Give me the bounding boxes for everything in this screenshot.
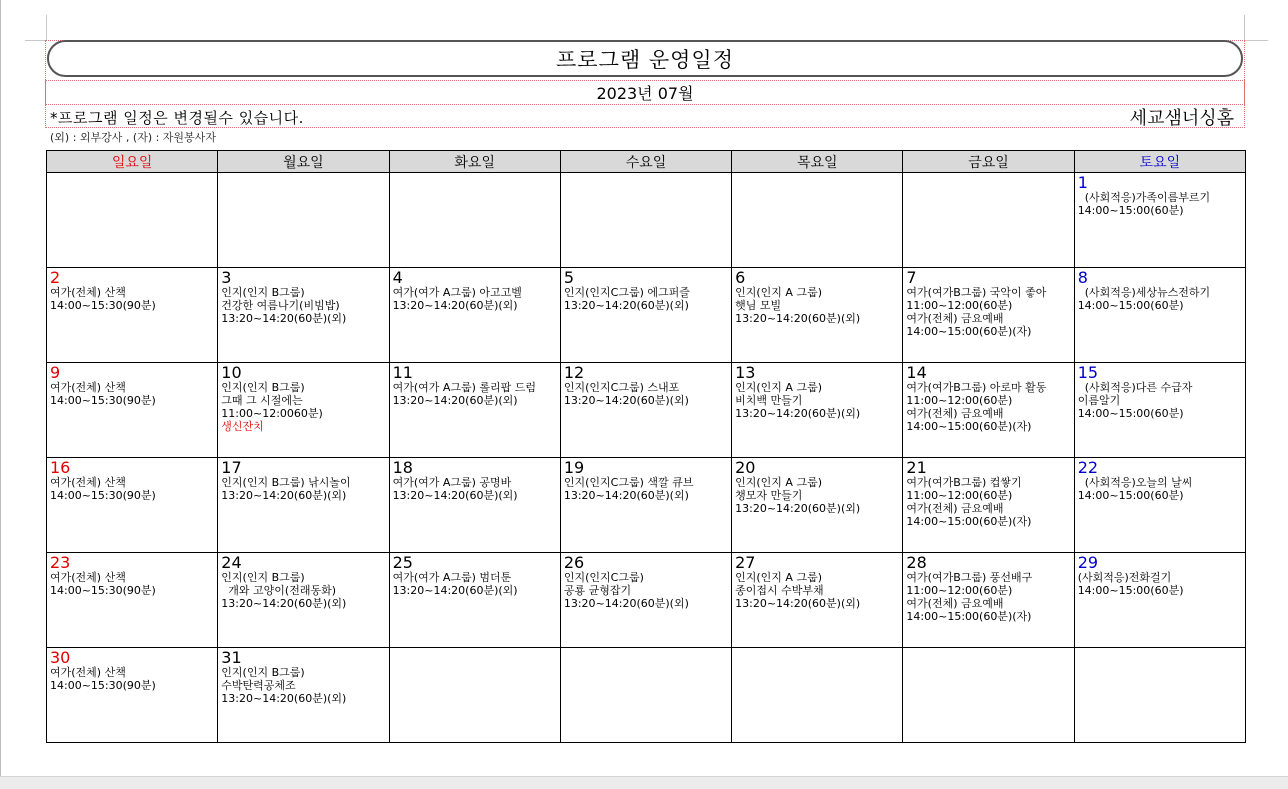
event-line: (사회적응)전화걸기 [1077, 571, 1172, 584]
day-cell [389, 553, 560, 648]
margin-guide [1244, 15, 1245, 40]
event-line: 여가(여가B그룹) 풍선배구 [906, 571, 1033, 584]
event-line: 건강한 여름나기(비빔밥) [221, 299, 340, 312]
event-line: 여가(여가B그룹) 국악이 좋아 [906, 286, 1047, 299]
margin-guide [25, 40, 47, 41]
day-cell [1074, 268, 1245, 363]
day-number: 24 [221, 553, 242, 572]
event-line: 인지(인지 B그룹) [221, 666, 305, 679]
event-line: 13:20~14:20(60분)(외) [392, 299, 518, 312]
event-line: 개와 고양이(전래동화) [228, 584, 336, 597]
day-cell [389, 648, 560, 743]
day-cell [1074, 458, 1245, 553]
day-cell [732, 553, 903, 648]
event-line: 13:20~14:20(60분)(외) [221, 597, 347, 610]
event-line: 인지(인지C그룹) 에그퍼즐 [563, 286, 690, 299]
day-number: 28 [906, 553, 927, 572]
event-line: 여가(전체) 금요예배 [906, 312, 1004, 325]
legend-text: (외) : 외부강사 , (자) : 자원봉사자 [50, 131, 216, 144]
day-cell [47, 268, 218, 363]
event-line: 13:20~14:20(60분)(외) [221, 692, 347, 705]
day-cell [218, 268, 389, 363]
day-cell [218, 363, 389, 458]
day-number: 30 [50, 648, 71, 667]
day-cell [47, 648, 218, 743]
event-line: 비치백 만들기 [735, 394, 803, 407]
day-cell [903, 553, 1074, 648]
day-cell [218, 648, 389, 743]
weekday-header-thu: 목요일 [732, 151, 903, 173]
day-cell [903, 173, 1074, 268]
day-cell [903, 458, 1074, 553]
event-line: 햇님 모빌 [735, 299, 782, 312]
day-number: 22 [1077, 458, 1099, 477]
day-number: 26 [563, 553, 585, 572]
event-line: 13:20~14:20(60분)(외) [563, 597, 689, 610]
event-line: 여가(전체) 산책 [50, 381, 126, 394]
event-line: 13:20~14:20(60분)(외) [221, 489, 347, 502]
event-line: 14:00~15:00(60분) [1077, 299, 1184, 312]
event-line: 13:20~14:20(60분)(외) [735, 407, 861, 420]
day-cell [389, 458, 560, 553]
event-line: 13:20~14:20(60분)(외) [563, 394, 689, 407]
event-line: 인지(인지C그룹) 스내포 [563, 381, 680, 394]
day-cell [218, 173, 389, 268]
week-row [47, 648, 1246, 743]
notice-text: *프로그램 일정은 변경될수 있습니다. [50, 109, 304, 127]
event-line: 13:20~14:20(60분)(외) [563, 299, 689, 312]
event-line: 14:00~15:00(60분) [1077, 204, 1184, 217]
day-number: 7 [906, 268, 917, 287]
event-line: 여가(전체) 금요예배 [906, 597, 1004, 610]
event-line: 인지(인지 A 그룹) [735, 476, 822, 489]
event-line: 13:20~14:20(60분)(외) [392, 584, 518, 597]
event-line: 여가(전체) 금요예배 [906, 407, 1004, 420]
event-line: (사회적응)오늘의 날씨 [1084, 476, 1193, 489]
week-row [47, 363, 1246, 458]
event-line: 이름알기 [1077, 394, 1121, 407]
day-cell [389, 363, 560, 458]
day-number: 14 [906, 363, 927, 382]
event-line: 14:00~15:30(90분) [50, 584, 156, 597]
weekday-header-row [47, 151, 1246, 173]
event-line: 14:00~15:30(90분) [50, 679, 156, 692]
event-line: 여가(여가 A그룹) 범더툰 [392, 571, 512, 584]
day-number: 18 [392, 458, 413, 477]
event-line: 14:00~15:00(60분)(자) [906, 610, 1032, 623]
event-line: 11:00~12:00(60분) [906, 394, 1013, 407]
day-number: 4 [392, 268, 403, 287]
day-cell [1074, 173, 1245, 268]
event-line: 인지(인지C그룹) [563, 571, 644, 584]
day-number: 11 [392, 363, 413, 382]
event-line: 14:00~15:00(60분)(자) [906, 325, 1032, 338]
day-number: 13 [735, 363, 756, 382]
organization-name: 세교샘너싱홈 [1129, 108, 1234, 129]
event-line: 13:20~14:20(60분)(외) [735, 502, 861, 515]
day-cell [903, 268, 1074, 363]
event-line: 인지(인지 A 그룹) [735, 571, 822, 584]
event-line: 13:20~14:20(60분)(외) [392, 394, 518, 407]
day-number: 17 [221, 458, 242, 477]
event-line: 여가(여가 A그룹) 롤리팝 드럼 [392, 381, 537, 394]
event-line: (사회적응)세상뉴스전하기 [1084, 286, 1211, 299]
day-number: 5 [563, 268, 575, 287]
week-row [47, 553, 1246, 648]
event-line: 여가(여가B그룹) 아로마 활동 [906, 381, 1047, 394]
event-line: 13:20~14:20(60분)(외) [221, 312, 347, 325]
day-cell [560, 173, 731, 268]
event-line: 11:00~12:0060분) [221, 407, 323, 420]
weekday-header-sun: 일요일 [47, 151, 218, 173]
day-cell [1074, 363, 1245, 458]
day-number: 10 [221, 363, 242, 382]
event-line: 11:00~12:00(60분) [906, 299, 1013, 312]
day-cell [732, 268, 903, 363]
day-number: 25 [392, 553, 413, 572]
event-line: 11:00~12:00(60분) [906, 489, 1013, 502]
event-line: 인지(인지 B그룹) [221, 286, 305, 299]
day-number: 8 [1077, 268, 1088, 287]
event-line: (사회적응)가족이름부르기 [1084, 191, 1211, 204]
day-cell [389, 173, 560, 268]
event-line: 여가(전체) 산책 [50, 571, 126, 584]
day-cell [218, 553, 389, 648]
day-cell [47, 553, 218, 648]
day-cell [47, 363, 218, 458]
day-number: 21 [906, 458, 927, 477]
event-line: 인지(인지 B그룹) 낚시놀이 [221, 476, 351, 489]
day-cell [560, 553, 731, 648]
event-line: 종이접시 수박부채 [735, 584, 824, 597]
weekday-header-wed: 수요일 [560, 151, 731, 173]
page-left-edge [0, 0, 1, 788]
day-number: 1 [1077, 173, 1088, 192]
event-line: 11:00~12:00(60분) [906, 584, 1013, 597]
event-line: 여가(전체) 산책 [50, 286, 126, 299]
day-number: 16 [50, 458, 71, 477]
day-cell [1074, 553, 1245, 648]
day-cell [47, 458, 218, 553]
event-line: 생신잔치 [221, 420, 264, 433]
event-line: 여가(전체) 산책 [50, 666, 126, 679]
weekday-header-fri: 금요일 [903, 151, 1074, 173]
day-number: 29 [1077, 553, 1099, 572]
day-number: 15 [1077, 363, 1099, 382]
week-row [47, 268, 1246, 363]
event-line: (사회적응)다른 수급자 [1084, 381, 1193, 394]
day-cell [732, 173, 903, 268]
margin-guide [1244, 40, 1268, 41]
day-number: 31 [221, 648, 242, 667]
day-cell [903, 363, 1074, 458]
day-cell [732, 648, 903, 743]
event-line: 13:20~14:20(60분)(외) [735, 597, 861, 610]
day-number: 2 [50, 268, 61, 287]
day-cell [560, 268, 731, 363]
event-line: 인지(인지 B그룹) [221, 571, 305, 584]
margin-guide [46, 15, 47, 40]
day-number: 20 [735, 458, 756, 477]
event-line: 인지(인지C그룹) 색깔 큐브 [563, 476, 694, 489]
day-cell [903, 648, 1074, 743]
day-number: 6 [735, 268, 746, 287]
event-line: 공룡 균형잡기 [563, 584, 632, 597]
event-line: 14:00~15:00(60분) [1077, 489, 1184, 502]
event-line: 여가(여가 A그룹) 공명바 [392, 476, 512, 489]
event-line: 인지(인지 A 그룹) [735, 286, 822, 299]
day-cell [1074, 648, 1245, 743]
day-cell [47, 173, 218, 268]
day-number: 23 [50, 553, 71, 572]
event-line: 14:00~15:30(90분) [50, 394, 156, 407]
event-line: 14:00~15:00(60분)(자) [906, 515, 1032, 528]
weekday-header-tue: 화요일 [389, 151, 560, 173]
day-cell [560, 363, 731, 458]
weekday-header-mon: 월요일 [218, 151, 389, 173]
day-cell [389, 268, 560, 363]
event-line: 13:20~14:20(60분)(외) [392, 489, 518, 502]
day-number: 9 [50, 363, 61, 382]
week-row [47, 173, 1246, 268]
event-line: 14:00~15:30(90분) [50, 299, 156, 312]
day-cell [218, 458, 389, 553]
page-bottom-shadow [0, 776, 1288, 789]
day-number: 3 [221, 268, 232, 287]
page-title: 프로그램 운영일정 [47, 40, 1243, 77]
event-line: 수박탄력공체조 [221, 679, 296, 692]
event-line: 14:00~15:00(60분) [1077, 584, 1184, 597]
event-line: 여가(여가B그룹) 컵쌓기 [906, 476, 1022, 489]
event-line: 13:20~14:20(60분)(외) [735, 312, 861, 325]
day-number: 19 [563, 458, 585, 477]
event-line: 14:00~15:30(90분) [50, 489, 156, 502]
event-line: 인지(인지 A 그룹) [735, 381, 822, 394]
week-row [47, 458, 1246, 553]
day-number: 27 [735, 553, 756, 572]
event-line: 13:20~14:20(60분)(외) [563, 489, 689, 502]
event-line: 14:00~15:00(60분) [1077, 407, 1184, 420]
event-line: 인지(인지 B그룹) [221, 381, 305, 394]
weekday-header-sat: 토요일 [1074, 151, 1245, 173]
event-line: 14:00~15:00(60분)(자) [906, 420, 1032, 433]
event-line: 여가(전체) 산책 [50, 476, 126, 489]
day-cell [732, 363, 903, 458]
day-cell [732, 458, 903, 553]
day-cell [560, 458, 731, 553]
event-line: 여가(여가 A그룹) 아고고벨 [392, 286, 522, 299]
day-number: 12 [563, 363, 585, 382]
day-cell [560, 648, 731, 743]
event-line: 여가(전체) 금요예배 [906, 502, 1004, 515]
page-subtitle: 2023년 07월 [596, 83, 694, 103]
event-line: 챙모자 만들기 [735, 489, 803, 502]
calendar-table [46, 150, 1246, 743]
event-line: 그때 그 시절에는 [221, 394, 303, 407]
